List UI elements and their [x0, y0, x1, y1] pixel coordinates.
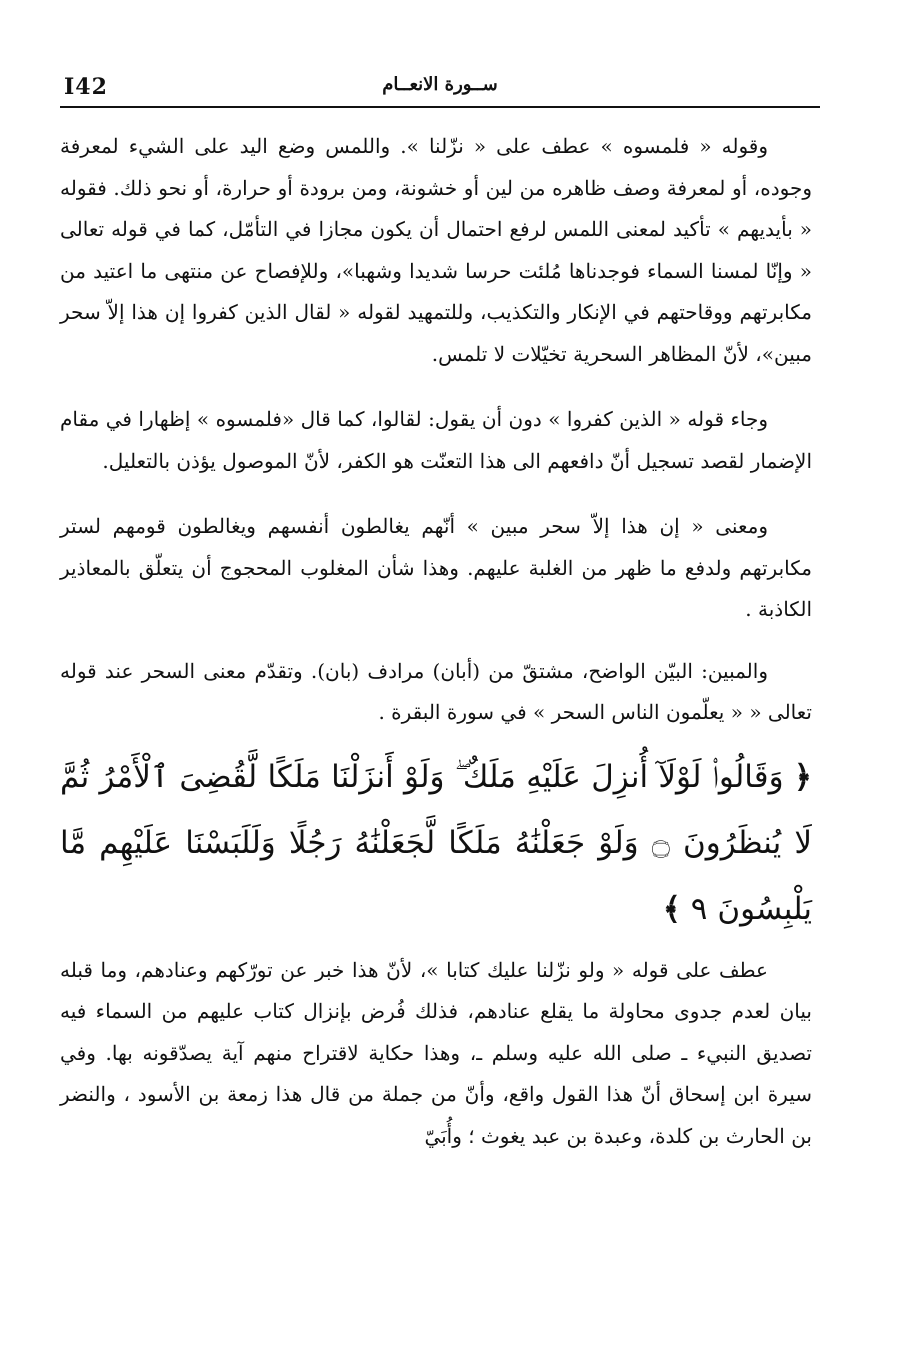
paragraph-commentary: عطف على قوله « ولو نزّلنا عليك كتابا »، لأنّ هذا خبر عن تورّكهم وعنادهم، وما قبله بيان لعدم جدوى محاولة ما يقلع عنادهم، فذلك فُرض بإنزال كتاب عليهم من السماء فيه تصديق النبيء ـ صلى الله عليه وسلم ـ، وهذا حكاية لاقتراح منهم آية يصدّقونه بها. وفي سيرة ابن إسحاق أنّ هذا القول واقع، وأنّ من جملة من قال هذا زمعة بن الأسود ، والنضر بن الحارث بن كلدة، وعبدة بن عبد يغوث ؛ وأُبَيّ [60, 957, 813, 1148]
paragraph-gap [60, 482, 812, 506]
page-number: I42 [64, 74, 108, 100]
quran-verse-block [60, 744, 812, 942]
running-title: ســورة الانعــام [382, 74, 498, 95]
paragraph-gap [60, 631, 812, 651]
verse-close-bracket: ﴾ [662, 890, 681, 927]
paragraph-magic-meaning: ومعنى « إن هذا إلاّ سحر مبين » أنّهم يغالطون أنفسهم ويغالطون قومهم لستر مكابرتهم ولدفع ما ظهر من الغلبة عليهم. وهذا شأن المغلوب المحجوج أن يتعلّق بالمعاذير الكاذبة . [60, 514, 812, 621]
paragraph-gap [60, 375, 812, 399]
paragraph-mubin-definition: والمبين: البيّن الواضح، مشتقّ من (أبان) مرادف (بان). وتقدّم معنى السحر عند قوله تعالى « « يعلّمون الناس السحر » في سورة البقرة . [60, 658, 812, 724]
header-divider [60, 106, 820, 108]
page-header [60, 66, 820, 106]
verse-open-bracket: ﴿ [793, 758, 812, 795]
verse-number: ٩ [690, 890, 708, 927]
paragraph-explicit-subject: وجاء قوله « الذين كفروا » دون أن يقول: لقالوا، كما قال «فلمسوه » إظهارا في مقام الإضمار لقصد تسجيل أنّ دافعهم الى هذا التعنّت هو الكفر، لأنّ الموصول يؤذن بالتعليل. [60, 407, 812, 473]
quran-verse-text: وَقَالُوا۟ لَوْلَآ أُنزِلَ عَلَيْهِ مَلَكٌ ۖ وَلَوْ أَنزَلْنَا مَلَكًا لَّقُضِىَ ٱلْأَمْرُ ثُمَّ لَا يُنظَرُونَ ۝ وَلَوْ جَعَلْنَٰهُ مَلَكًا لَّجَعَلْنَٰهُ رَجُلًا وَلَلَبَسْنَا عَلَيْهِم مَّا يَلْبِسُونَ [60, 758, 813, 927]
paragraph-touch-meaning: وقوله « فلمسوه » عطف على « نزّلنا ». واللمس وضع اليد على الشيء لمعرفة وجوده، أو لمعرفة وصف ظاهره من لين أو خشونة، ومن برودة أو حرارة، أو نحو ذلك. فقوله « بأيديهم » تأكيد لمعنى اللمس لرفع احتمال أن يكون مجازا في التأمّل، كما في قوله تعالى « وإنّا لمسنا السماء فوجدناها مُلئت حرسا شديدا وشهبا»، وللإفصاح عن منتهى ما اعتيد من مكابرتهم ووقاحتهم في الإنكار والتكذيب، وللتمهيد لقوله « لقال الذين كفروا إن هذا إلاّ سحر مبين»، لأنّ المظاهر السحرية تخيّلات لا تلمس. [60, 134, 812, 366]
body-text [60, 126, 812, 1157]
